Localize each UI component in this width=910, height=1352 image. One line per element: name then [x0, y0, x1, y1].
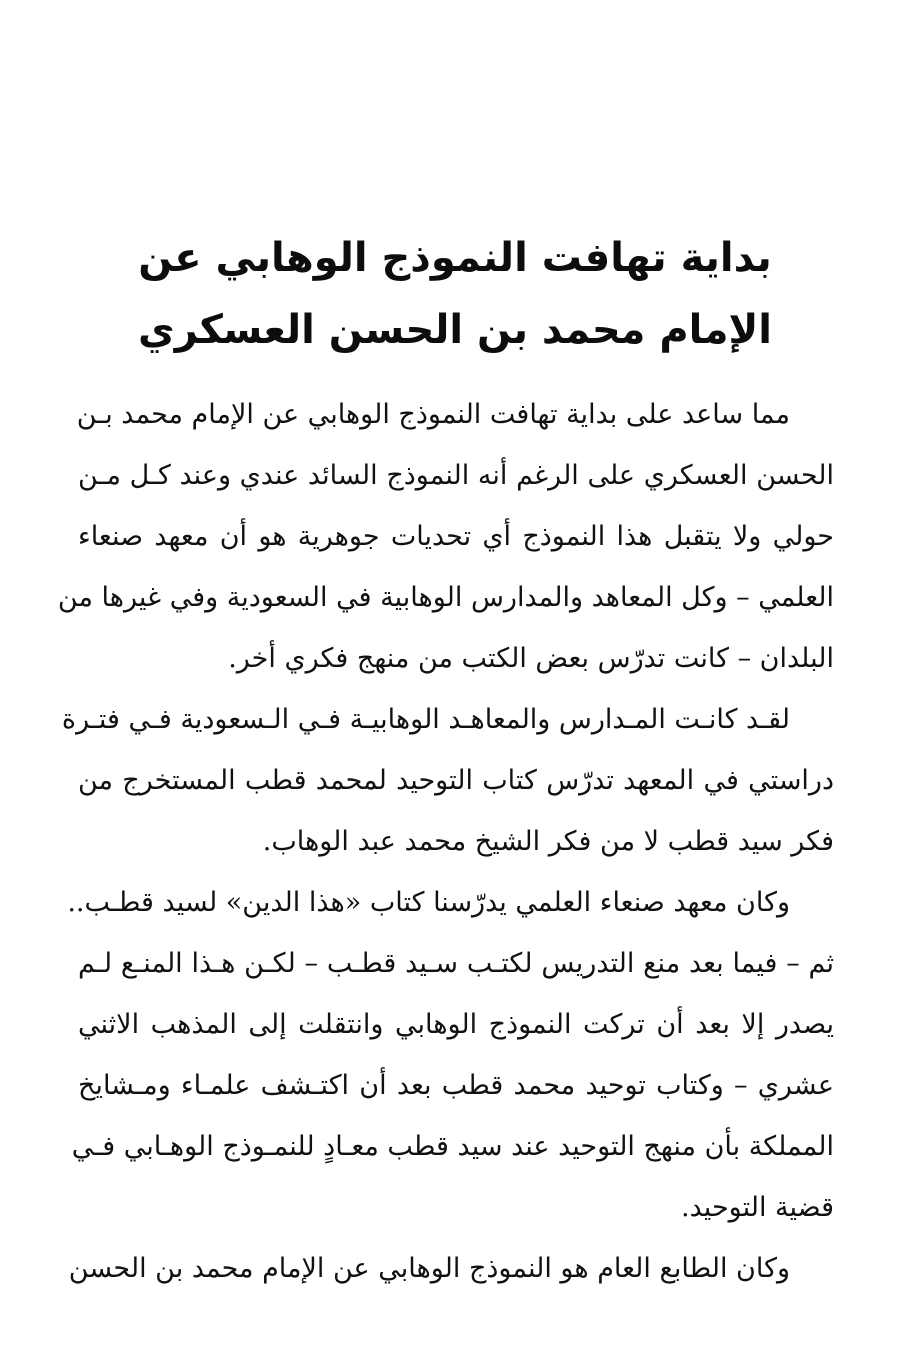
text-line: حولي ولا يتقبل هذا النموذج أي تحديات جوهرية هو أن معهد صنعاء — [78, 521, 834, 552]
text-line: مما ساعد على بداية تهافت النموذج الوهابي عن الإمام محمد بـن — [76, 399, 790, 430]
paragraph-1 — [57, 384, 834, 689]
text-line: فكر سيد قطب لا من فكر الشيخ محمد عبد الوهاب. — [262, 826, 834, 857]
text-line: المملكة بأن منهج التوحيد عند سيد قطب معـادٍ للنمـوذج الوهـابي فـي — [71, 1131, 834, 1162]
text-line: لقـد كانـت المـدارس والمعاهـد الوهابيـة فـي الـسعودية فـي فتـرة — [61, 704, 790, 735]
text-line: قضية التوحيد. — [681, 1192, 834, 1223]
paragraph-2 — [61, 689, 834, 872]
text-line: عشري – وكتاب توحيد محمد قطب بعد أن اكتـشف علمـاء ومـشايخ — [78, 1070, 834, 1101]
paragraph-4 — [68, 1238, 834, 1299]
chapter-title — [80, 222, 830, 366]
chapter-title-line-1: بداية تهافت النموذج الوهابي عن — [138, 235, 772, 281]
text-line: البلدان – كانت تدرّس بعض الكتب من منهج فكري أخر. — [228, 643, 834, 674]
text-line: العلمي – وكل المعاهد والمدارس الوهابية في السعودية وفي غيرها من — [57, 582, 834, 613]
body-text — [57, 384, 834, 1299]
text-line: ثم – فيما بعد منع التدريس لكتـب سـيد قطـب – لكـن هـذا المنـع لـم — [78, 948, 834, 979]
text-line: دراستي في المعهد تدرّس كتاب التوحيد لمحمد قطب المستخرج من — [78, 765, 834, 796]
chapter-title-line-2: الإمام محمد بن الحسن العسكري — [138, 307, 772, 353]
text-line: وكان معهد صنعاء العلمي يدرّسنا كتاب «هذا الدين» لسيد قطـب.. — [67, 887, 790, 918]
paragraph-3 — [67, 872, 834, 1238]
text-line: الحسن العسكري على الرغم أنه النموذج السائد عندي وعند كـل مـن — [78, 460, 834, 491]
text-line: وكان الطابع العام هو النموذج الوهابي عن الإمام محمد بن الحسن — [68, 1253, 790, 1284]
text-line: يصدر إلا بعد أن تركت النموذج الوهابي وانتقلت إلى المذهب الاثني — [78, 1009, 834, 1040]
